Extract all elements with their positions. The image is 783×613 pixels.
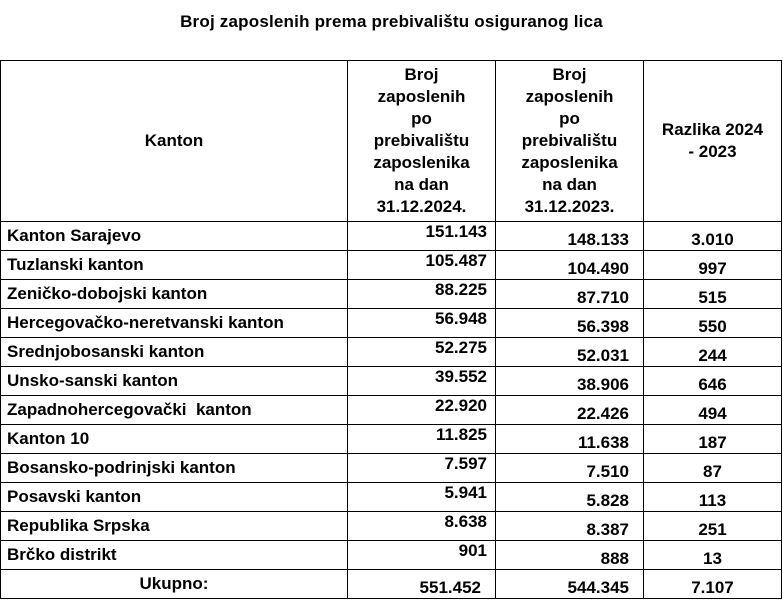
table-row	[1, 280, 782, 309]
total-2024: 551.452	[348, 570, 496, 599]
header-2024-line: prebivalištu	[373, 131, 470, 150]
row-2023: 888	[496, 541, 644, 570]
header-2023	[496, 61, 644, 222]
row-name: Bosansko-podrinjski kanton	[1, 454, 348, 483]
row-diff: 244	[644, 338, 782, 367]
row-diff: 113	[644, 483, 782, 512]
header-2024-line: 31.12.2024.	[376, 197, 467, 216]
table-row	[1, 541, 782, 570]
header-2024-line: zaposlenih	[377, 87, 466, 106]
header-difference-line: - 2023	[688, 142, 737, 161]
total-diff: 7.107	[644, 570, 782, 599]
header-kanton: Kanton	[1, 61, 348, 222]
row-2024: 56.948	[348, 309, 496, 338]
table-row	[1, 309, 782, 338]
row-2023: 148.133	[496, 222, 644, 251]
row-name: Tuzlanski kanton	[1, 251, 348, 280]
table-row	[1, 251, 782, 280]
header-2023-line: 31.12.2023.	[524, 197, 615, 216]
row-diff: 997	[644, 251, 782, 280]
employment-table	[0, 60, 782, 599]
row-2023: 87.710	[496, 280, 644, 309]
row-2023: 7.510	[496, 454, 644, 483]
table-row	[1, 483, 782, 512]
row-2024: 8.638	[348, 512, 496, 541]
row-2023: 56.398	[496, 309, 644, 338]
row-2024: 901	[348, 541, 496, 570]
row-diff: 251	[644, 512, 782, 541]
total-2023: 544.345	[496, 570, 644, 599]
table-row	[1, 425, 782, 454]
header-2024	[348, 61, 496, 222]
table-row	[1, 396, 782, 425]
table-title: Broj zaposlenih prema prebivalištu osiguranog lica	[180, 12, 603, 31]
row-name: Brčko distrikt	[1, 541, 348, 570]
header-2024-line: po	[411, 109, 432, 128]
row-2023: 38.906	[496, 367, 644, 396]
row-2024: 88.225	[348, 280, 496, 309]
row-2024: 105.487	[348, 251, 496, 280]
header-2024-line: Broj	[404, 65, 439, 84]
table-row	[1, 367, 782, 396]
row-2023: 8.387	[496, 512, 644, 541]
row-2023: 104.490	[496, 251, 644, 280]
row-diff: 550	[644, 309, 782, 338]
table-row	[1, 454, 782, 483]
header-2023-line: zaposlenika	[521, 153, 618, 172]
row-diff: 494	[644, 396, 782, 425]
header-2023-line: na dan	[542, 175, 597, 194]
row-2024: 22.920	[348, 396, 496, 425]
row-name: Hercegovačko-neretvanski kanton	[1, 309, 348, 338]
row-2023: 5.828	[496, 483, 644, 512]
row-name: Republika Srpska	[1, 512, 348, 541]
total-row	[1, 570, 782, 599]
table-row	[1, 512, 782, 541]
header-row	[1, 61, 782, 222]
row-name: Srednjobosanski kanton	[1, 338, 348, 367]
header-2023-line: po	[559, 109, 580, 128]
header-2023-line: zaposlenih	[525, 87, 614, 106]
row-name: Kanton 10	[1, 425, 348, 454]
row-name: Posavski kanton	[1, 483, 348, 512]
total-label: Ukupno:	[1, 570, 348, 599]
row-2024: 52.275	[348, 338, 496, 367]
header-2023-line: Broj	[552, 65, 587, 84]
row-diff: 3.010	[644, 222, 782, 251]
row-diff: 187	[644, 425, 782, 454]
header-2024-line: zaposlenika	[373, 153, 470, 172]
row-diff: 13	[644, 541, 782, 570]
table-row	[1, 222, 782, 251]
row-2024: 5.941	[348, 483, 496, 512]
header-2024-line: na dan	[394, 175, 449, 194]
row-diff: 646	[644, 367, 782, 396]
header-difference-line: Razlika 2024	[661, 120, 764, 139]
row-2024: 39.552	[348, 367, 496, 396]
row-diff: 515	[644, 280, 782, 309]
row-name: Zeničko-dobojski kanton	[1, 280, 348, 309]
row-2024: 11.825	[348, 425, 496, 454]
row-2023: 22.426	[496, 396, 644, 425]
row-2023: 11.638	[496, 425, 644, 454]
row-2024: 151.143	[348, 222, 496, 251]
header-2023-line: prebivalištu	[521, 131, 618, 150]
table-row	[1, 338, 782, 367]
header-difference	[644, 61, 782, 222]
row-name: Unsko-sanski kanton	[1, 367, 348, 396]
row-name: Kanton Sarajevo	[1, 222, 348, 251]
row-name: Zapadnohercegovački kanton	[1, 396, 348, 425]
row-diff: 87	[644, 454, 782, 483]
row-2023: 52.031	[496, 338, 644, 367]
row-2024: 7.597	[348, 454, 496, 483]
